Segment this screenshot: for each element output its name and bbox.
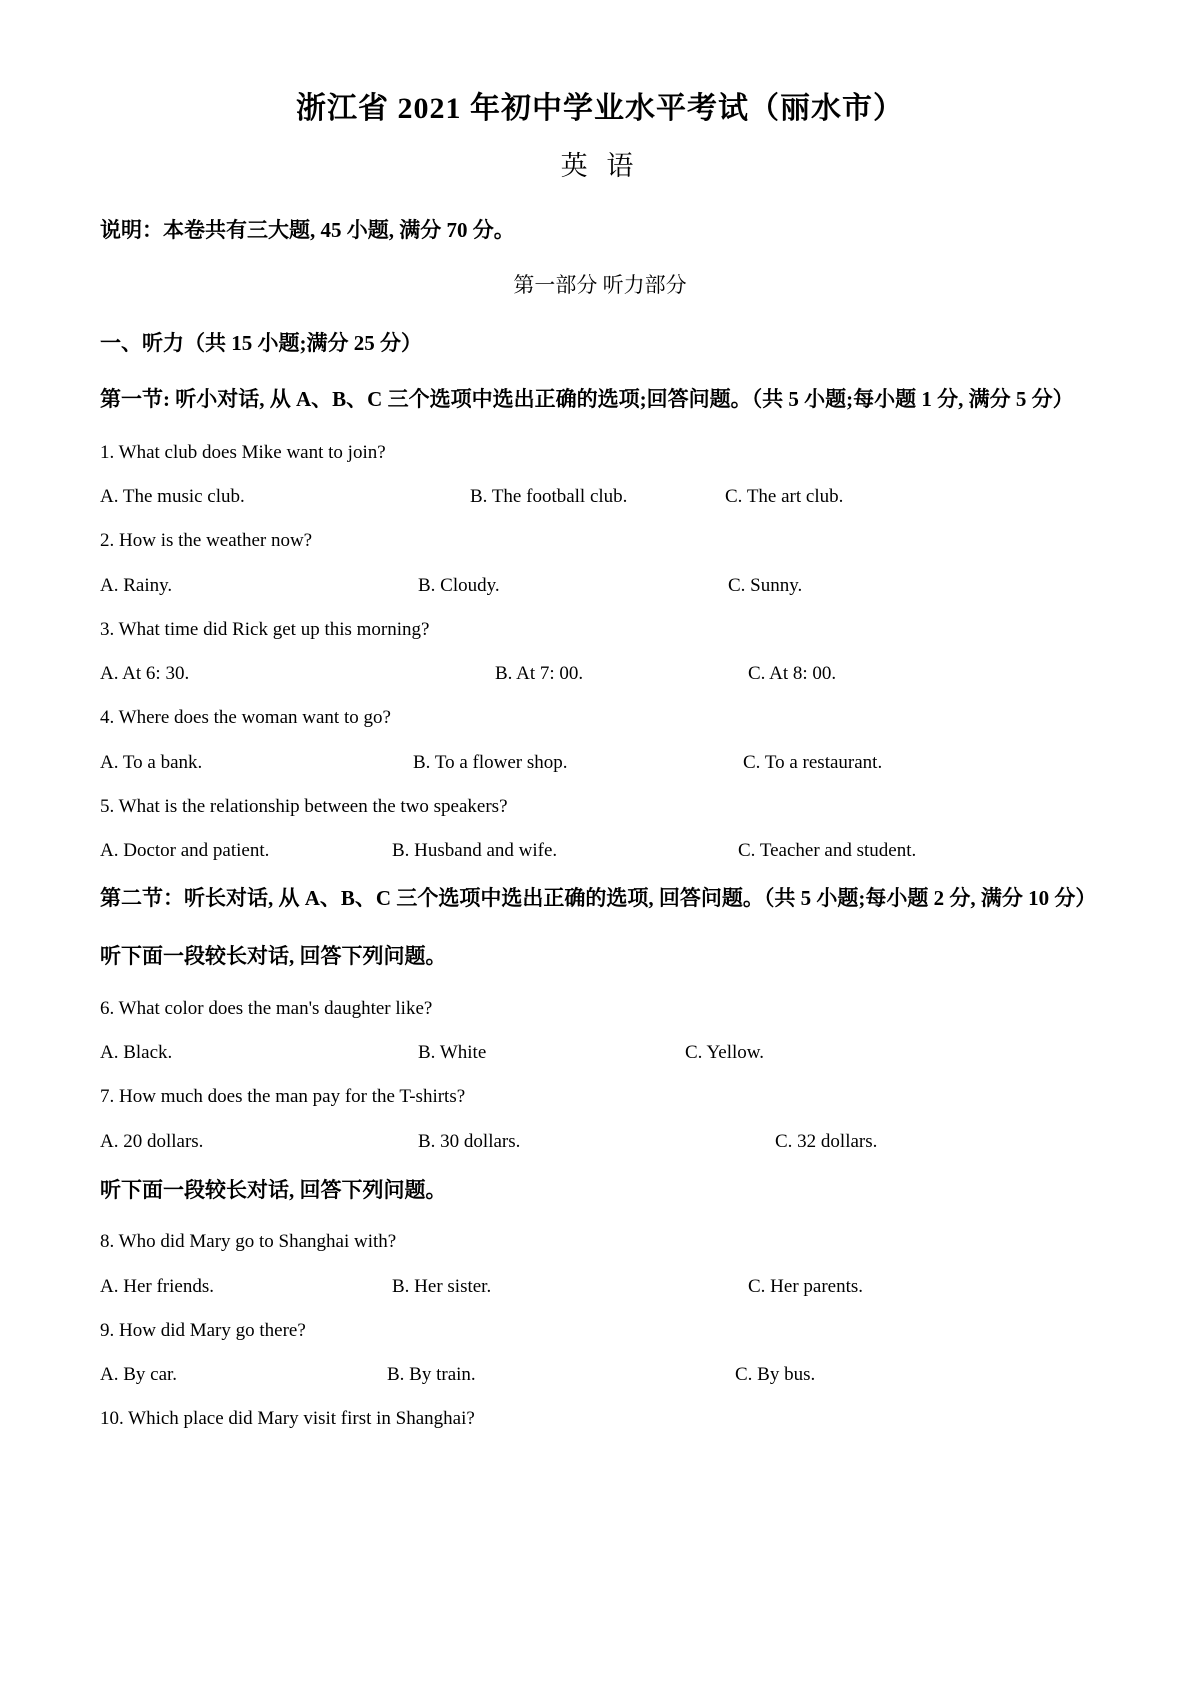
option-1c[interactable]: C. The art club. [725,486,844,508]
option-4b[interactable]: B. To a flower shop. [413,751,568,773]
question-options-8 [100,1273,1100,1297]
question-stem-5: 5. What is the relationship between the two speakers? [100,795,508,817]
option-5a[interactable]: A. Doctor and patient. [100,840,270,862]
option-2b[interactable]: B. Cloudy. [418,574,500,596]
option-8a[interactable]: A. Her friends. [100,1275,214,1297]
option-9c[interactable]: C. By bus. [735,1364,816,1386]
question-stem-1: 1. What club does Mike want to join? [100,441,386,463]
question-options-4 [100,749,1100,773]
question-options-3 [100,660,1100,684]
option-9a[interactable]: A. By car. [100,1364,178,1386]
option-1b[interactable]: B. The football club. [470,486,628,508]
option-7b[interactable]: B. 30 dollars. [418,1130,521,1152]
option-4c[interactable]: C. To a restaurant. [743,751,883,773]
option-7a[interactable]: A. 20 dollars. [100,1130,204,1152]
option-1a[interactable]: A. The music club. [100,486,245,508]
option-8c[interactable]: C. Her parents. [748,1275,864,1297]
option-7c[interactable]: C. 32 dollars. [775,1130,878,1152]
option-6c[interactable]: C. Yellow. [685,1042,765,1064]
question-stem-6: 6. What color does the man's daughter like? [100,997,433,1019]
question-options-7 [100,1128,1100,1152]
subject-title: 英 语 [560,151,640,181]
section-one-head: 第一节: 听小对话, 从 A、B、C 三个选项中选出正确的选项;回答问题。（共 5 小题;每小题 1 分, 满分 5 分） [100,386,1074,411]
question-options-2 [100,572,1100,596]
section-two-head: 第二节：听长对话, 从 A、B、C 三个选项中选出正确的选项, 回答问题。（共 5 小题;每小题 2 分, 满分 10 分） [100,886,1097,911]
option-4a[interactable]: A. To a bank. [100,751,203,773]
option-3c[interactable]: C. At 8: 00. [748,663,837,685]
question-stem-3: 3. What time did Rick get up this morning? [100,618,430,640]
question-options-9 [100,1361,1100,1385]
listening-section-head: 一、听力（共 15 小题;满分 25 分） [100,330,422,355]
question-stem-8: 8. Who did Mary go to Shanghai with? [100,1231,397,1253]
question-stem-7: 7. How much does the man pay for the T-shirts? [100,1086,466,1108]
question-options-6 [100,1039,1100,1063]
long-dialogue-cue-1: 听下面一段较长对话, 回答下列问题。 [100,943,447,968]
question-stem-2: 2. How is the weather now? [100,530,313,552]
option-6a[interactable]: A. Black. [100,1042,173,1064]
option-9b[interactable]: B. By train. [387,1364,476,1386]
option-5c[interactable]: C. Teacher and student. [738,840,917,862]
option-8b[interactable]: B. Her sister. [392,1275,492,1297]
part-one-title: 第一部分 听力部分 [513,273,687,298]
question-stem-4: 4. Where does the woman want to go? [100,707,391,729]
option-3a[interactable]: A. At 6: 30. [100,663,190,685]
option-6b[interactable]: B. White [418,1042,487,1064]
question-options-1 [100,483,1100,507]
question-options-5 [100,837,1100,861]
long-dialogue-cue-2: 听下面一段较长对话, 回答下列问题。 [100,1177,447,1202]
option-2a[interactable]: A. Rainy. [100,574,173,596]
page-title: 浙江省 2021 年初中学业水平考试（丽水市） [296,92,904,125]
question-stem-10: 10. Which place did Mary visit first in Shanghai? [100,1408,475,1430]
option-3b[interactable]: B. At 7: 00. [495,663,584,685]
exam-note: 说明：本卷共有三大题, 45 小题, 满分 70 分。 [100,217,515,242]
option-2c[interactable]: C. Sunny. [728,574,803,596]
question-stem-9: 9. How did Mary go there? [100,1319,306,1341]
option-5b[interactable]: B. Husband and wife. [392,840,558,862]
